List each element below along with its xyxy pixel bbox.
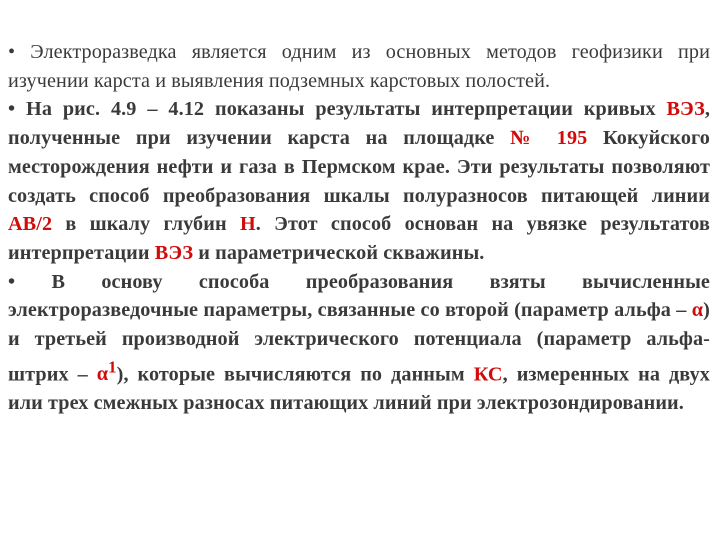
paragraph-2-text: в шкалу глубин xyxy=(52,213,240,236)
bullet-paragraph-3 xyxy=(8,268,710,418)
highlight-alpha: α xyxy=(691,299,704,322)
alpha-symbol: α xyxy=(96,363,109,386)
bullet-paragraph-2 xyxy=(8,95,710,267)
highlight-site-number: № 195 xyxy=(510,127,588,150)
alpha-superscript: 1 xyxy=(108,357,117,377)
highlight-ks: КС xyxy=(473,363,503,386)
paragraph-3-text: В основу способа преобразования взяты вычисленные электроразведочные параметры, связанные со второй (параметр альфа – xyxy=(8,270,710,322)
paragraph-3-text: ) и третьей производной электрического потенциала (параметр альфа-штрих – xyxy=(8,299,710,386)
bullet-icon: • xyxy=(8,270,16,293)
slide-body xyxy=(8,38,710,418)
bullet-paragraph-1 xyxy=(8,38,710,95)
paragraph-2-text: На рис. 4.9 – 4.12 показаны результаты интерпретации кривых xyxy=(15,98,667,121)
paragraph-2-text: . Этот способ основан на увязке результатов интерпретации xyxy=(8,213,710,264)
paragraph-2-text: и параметрической скважины. xyxy=(193,241,485,264)
paragraph-1-text: Электроразведка является одним из основных методов геофизики при изучении карста и выявления подземных карстовых полостей. xyxy=(8,41,710,92)
paragraph-2-text: , полученные при изучении карста на площадке xyxy=(8,98,710,150)
highlight-depth-h: Н xyxy=(239,213,256,236)
bullet-icon: • xyxy=(8,98,16,121)
bullet-icon: • xyxy=(8,41,16,63)
highlight-ves: ВЭЗ xyxy=(666,98,705,121)
paragraph-3-text: , измеренных на двух или трех смежных разносах питающих линий при электрозондировании. xyxy=(8,363,710,415)
highlight-ab2: АВ/2 xyxy=(8,213,53,236)
paragraph-2-text: Кокуйского месторождения нефти и газа в Пермском крае. Эти результаты позволяют создать способ преобразования шкалы полуразносов питающей линии xyxy=(8,127,710,207)
highlight-ves: ВЭЗ xyxy=(154,241,194,264)
paragraph-3-text: ), которые вычисляются по данным xyxy=(116,363,474,386)
highlight-alpha-prime xyxy=(96,357,117,386)
